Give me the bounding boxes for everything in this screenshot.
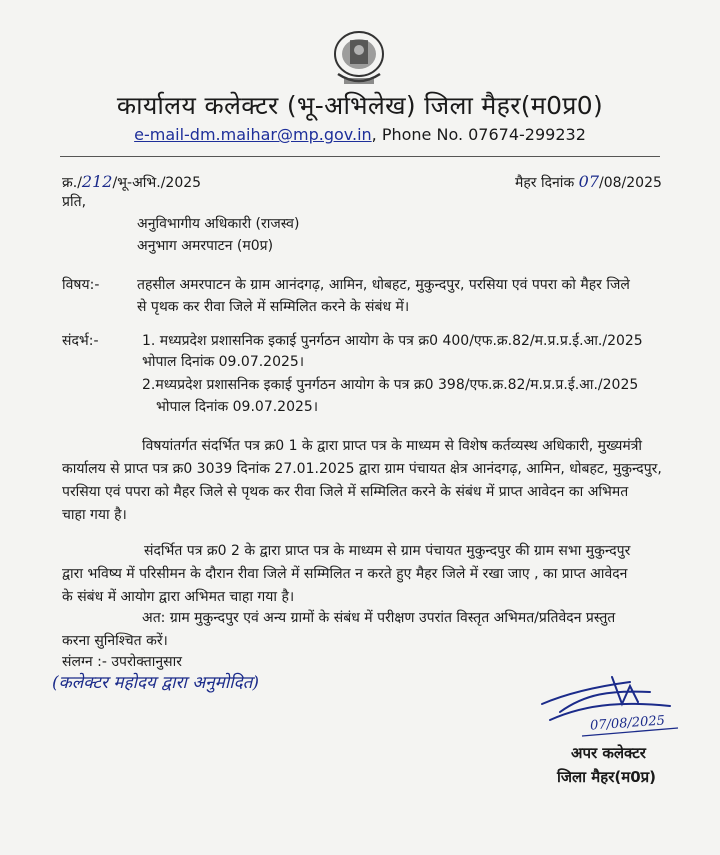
paragraph-line: संदर्भित पत्र क्र0 2 के द्वारा प्राप्त पत्र के माध्यम से ग्राम पंचायत मुकुन्दपुर की ग्राम सभा मुकुन्दपुर — [144, 543, 631, 559]
contact-line — [0, 125, 720, 144]
paragraph-line: करना सुनिश्चित करें। — [62, 633, 168, 649]
signatory-district: जिला मैहर(म0प्र) — [557, 768, 657, 786]
paragraph-line: विषयांतर्गत संदर्भित पत्र क्र0 1 के द्वारा प्राप्त पत्र के माध्यम से विशेष कर्तव्यस्थ अधिकारी, मुख्यमंत्री — [142, 438, 643, 454]
ref-prefix: क्र./ — [62, 175, 82, 191]
phone-number: , Phone No. 07674-299232 — [371, 125, 586, 144]
date-prefix: मैहर दिनांक — [515, 175, 575, 191]
subject-line-2: से पृथक कर रीवा जिले में सम्मिलित करने के संबंध में। — [137, 299, 410, 315]
date-suffix: /08/2025 — [599, 175, 662, 191]
letter-date — [515, 172, 662, 192]
body-paragraph-3 — [62, 607, 615, 653]
letter-reference-number — [62, 172, 201, 192]
recipient-line-2: अनुभाग अमरपाटन (म0प्र) — [137, 238, 274, 254]
paragraph-line: अत: ग्राम मुकुन्दपुर एवं अन्य ग्रामों के संबंध में परीक्षण उपरांत विस्तृत अभिमत/प्रतिवेदन प्रस्तुत — [142, 610, 616, 626]
handwritten-approval-note: (कलेक्टर महोदय द्वारा अनुमोदित) — [52, 673, 259, 693]
email-link[interactable]: e-mail-dm.maihar@mp.gov.in — [134, 125, 372, 144]
office-title: कार्यालय कलेक्टर (भू-अभिलेख) जिला मैहर(म0प्र0) — [116, 91, 604, 120]
reference-item-2-line-1: 2.मध्यप्रदेश प्रशासनिक इकाई पुनर्गठन आयोग के पत्र क्र0 398/एफ.क्र.82/म.प्र.प्र.ई.आ./2025 — [142, 377, 639, 393]
government-emblem-icon — [330, 30, 388, 92]
paragraph-line: के संबंध में आयोग द्वारा अभिमत चाहा गया है। — [62, 589, 295, 605]
enclosure-label: संलग्न :- उपरोक्तानुसार — [62, 654, 183, 670]
reference-label: संदर्भ:- — [62, 333, 99, 349]
recipient-line-1: अनुविभागीय अधिकारी (राजस्व) — [137, 216, 300, 232]
signatory-designation: अपर कलेक्टर — [571, 744, 646, 762]
reference-item-1-line-2: भोपाल दिनांक 09.07.2025। — [142, 354, 305, 370]
paragraph-line: कार्यालय से प्राप्त पत्र क्र0 3039 दिनांक 27.01.2025 द्वारा ग्राम पंचायत क्षेत्र आनंदगढ़, आमिन, धोबहट, मुकुन्दपुर, — [62, 461, 662, 477]
paragraph-line: चाहा गया है। — [62, 507, 127, 523]
ref-suffix: /भू-अभि./2025 — [112, 175, 202, 191]
handwritten-day: 07 — [578, 172, 600, 191]
reference-item-2-line-2: भोपाल दिनांक 09.07.2025। — [156, 399, 319, 415]
body-paragraph-1 — [62, 435, 662, 527]
body-paragraph-2 — [62, 540, 630, 609]
header-divider — [60, 156, 660, 157]
handwritten-ref-number: 212 — [81, 172, 113, 191]
handwritten-signature-date: 07/08/2025 — [589, 713, 666, 734]
date-underline-icon — [580, 716, 680, 738]
subject-line-1: तहसील अमरपाटन के ग्राम आनंदगढ़, आमिन, धोबहट, मुकुन्दपुर, परसिया एवं पपरा को मैहर जिले — [137, 277, 630, 293]
to-label: प्रति, — [62, 194, 87, 210]
reference-item-1-line-1: 1. मध्यप्रदेश प्रशासनिक इकाई पुनर्गठन आयोग के पत्र क्र0 400/एफ.क्र.82/म.प्र.प्र.ई.आ./2025 — [142, 333, 643, 349]
paragraph-line: परसिया एवं पपरा को मैहर जिले से पृथक कर रीवा जिले में सम्मिलित करने के संबंध में प्राप्त आवेदन का अभिमत — [62, 484, 629, 500]
subject-label: विषय:- — [62, 277, 100, 293]
paragraph-line: द्वारा भविष्य में परिसीमन के दौरान रीवा जिले में सम्मिलित न करते हुए मैहर जिले में रखा जाए , का प्राप्त आवेदन — [62, 566, 628, 582]
